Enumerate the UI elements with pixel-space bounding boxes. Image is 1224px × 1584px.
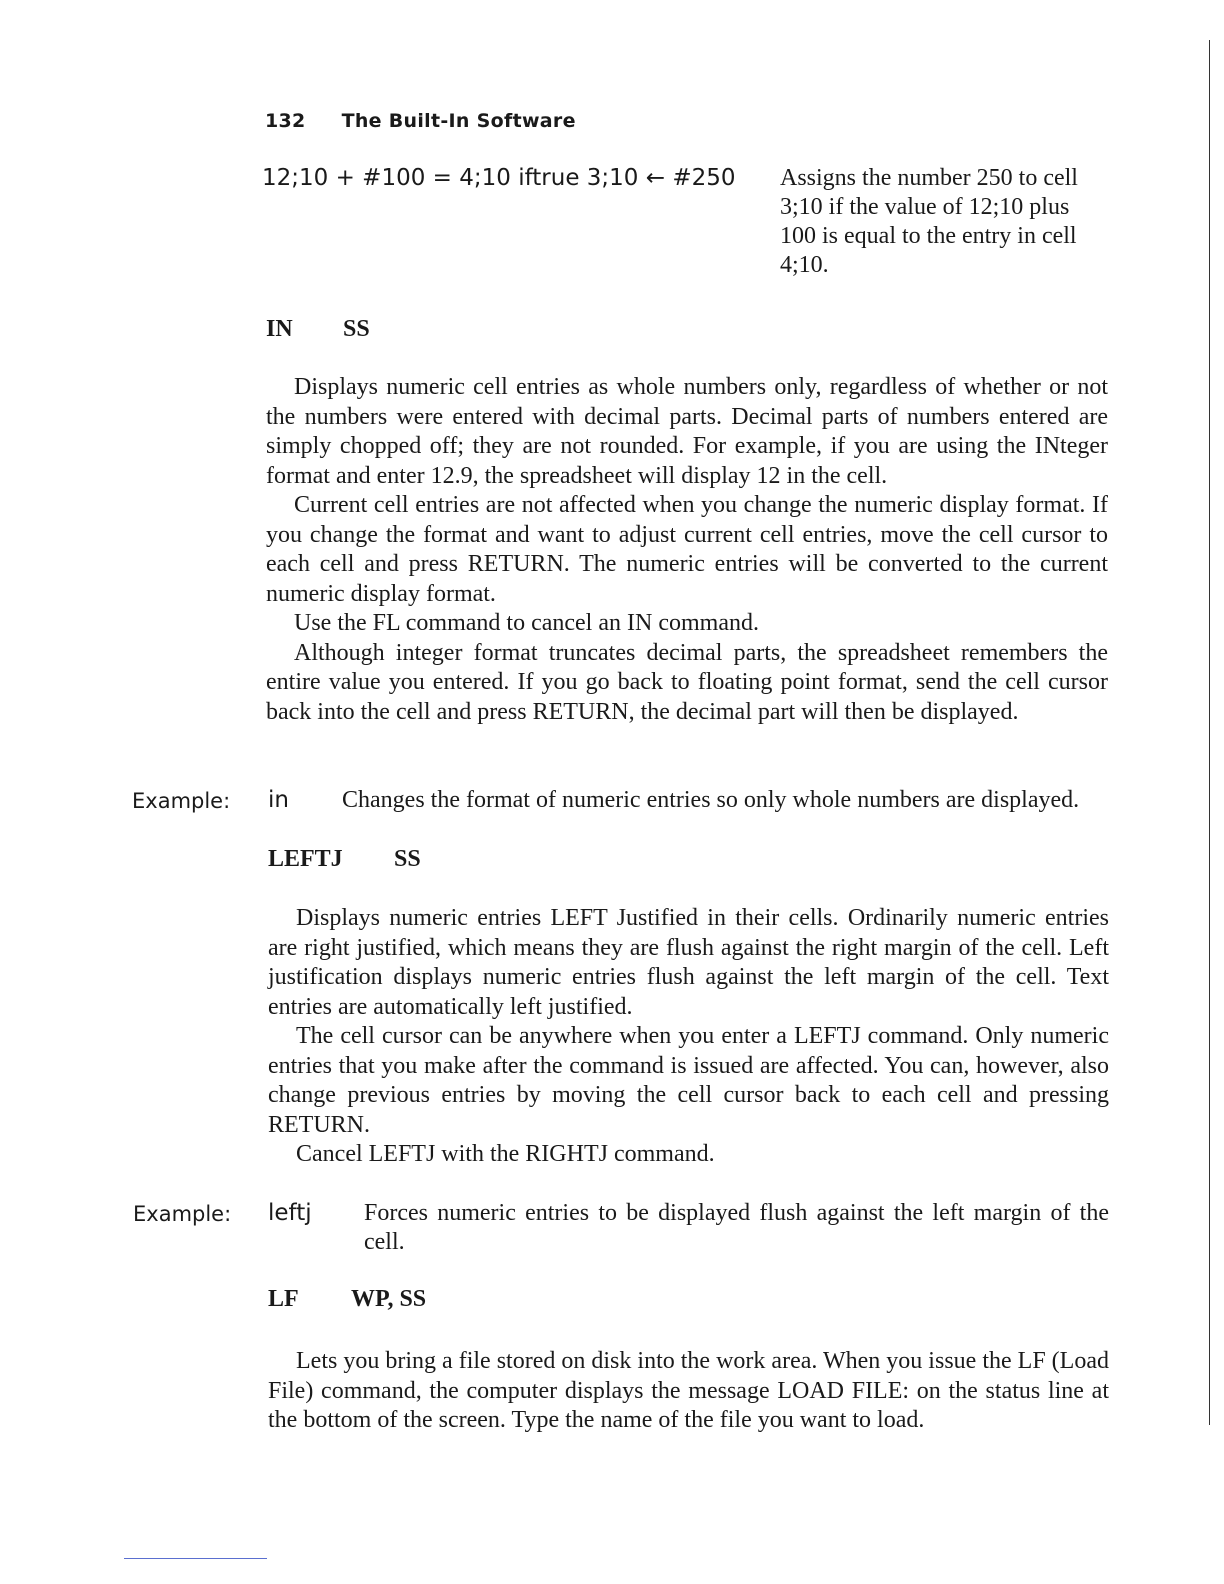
command-name: IN: [266, 316, 293, 342]
command-area: SS: [394, 846, 421, 872]
chapter-title: The Built-In Software: [341, 110, 576, 132]
example-code: in: [268, 787, 289, 813]
paragraph: Displays numeric entries LEFT Justified in their cells. Ordinarily numeric entries are right justified, which means they are flush against the right margin of the cell. Left justification displays numeric entries flush against the left margin of the cell. Text entries are automatically left justified.: [268, 905, 1109, 1020]
command-area: SS: [343, 316, 370, 342]
entry-body-lf: [268, 1347, 1109, 1436]
description-line: 3;10 if the value of 12;10 plus: [780, 194, 1070, 220]
running-header: [265, 110, 576, 132]
description-line: 100 is equal to the entry in cell: [780, 223, 1077, 249]
description-line: 4;10.: [780, 252, 829, 278]
paragraph: Cancel LEFTJ with the RIGHTJ command.: [296, 1141, 715, 1167]
entry-body-leftj: [268, 904, 1109, 1170]
command-area: WP, SS: [351, 1286, 427, 1312]
page-edge-line: [1209, 40, 1210, 1425]
command-name: LEFTJ: [268, 846, 343, 872]
paragraph: Although integer format truncates decimal parts, the spreadsheet remembers the entire value you entered. If you go back to floating point format, send the cell cursor back into the cell and press RETURN, the decimal part will then be displayed.: [266, 639, 1108, 725]
example-label: Example:: [133, 1202, 232, 1226]
command-name: LF: [268, 1286, 299, 1312]
footer-rule: [124, 1558, 267, 1559]
formula-example-code: 12;10 + #100 = 4;10 iftrue 3;10 ← #250: [262, 165, 736, 191]
example-label: Example:: [132, 789, 231, 813]
example-description: Changes the format of numeric entries so only whole numbers are displayed.: [342, 787, 1080, 813]
description-line: Assigns the number 250 to cell: [780, 165, 1078, 191]
page-number: 132: [265, 110, 306, 132]
paragraph: The cell cursor can be anywhere when you enter a LEFTJ command. Only numeric entries that you make after the command is issued are affected. You can, however, also change previous entries by moving the cell cursor back to each cell and pressing RETURN.: [268, 1023, 1109, 1138]
paragraph: Displays numeric cell entries as whole numbers only, regardless of whether or not the numbers were entered with decimal parts. Decimal parts of numbers entered are simply chopped off; they are not rounded. For example, if you are using the INteger format and enter 12.9, the spreadsheet will display 12 in the cell.: [266, 374, 1108, 489]
example-description: Forces numeric entries to be displayed flush against the left margin of the cell.: [364, 1200, 1109, 1255]
paragraph: Current cell entries are not affected when you change the numeric display format. If you change the format and want to adjust current cell entries, move the cell cursor to each cell and press RETURN. The numeric entries will be converted to the current numeric display format.: [266, 492, 1108, 607]
paragraph: Lets you bring a file stored on disk into the work area. When you issue the LF (Load File) command, the computer displays the message LOAD FILE: on the status line at the bottom of the screen. Type the name of the file you want to load.: [268, 1348, 1109, 1433]
paragraph: Use the FL command to cancel an IN command.: [294, 610, 759, 636]
example-code: leftj: [268, 1200, 312, 1226]
entry-body-in: [266, 373, 1108, 727]
formula-example-description: [780, 164, 1120, 280]
